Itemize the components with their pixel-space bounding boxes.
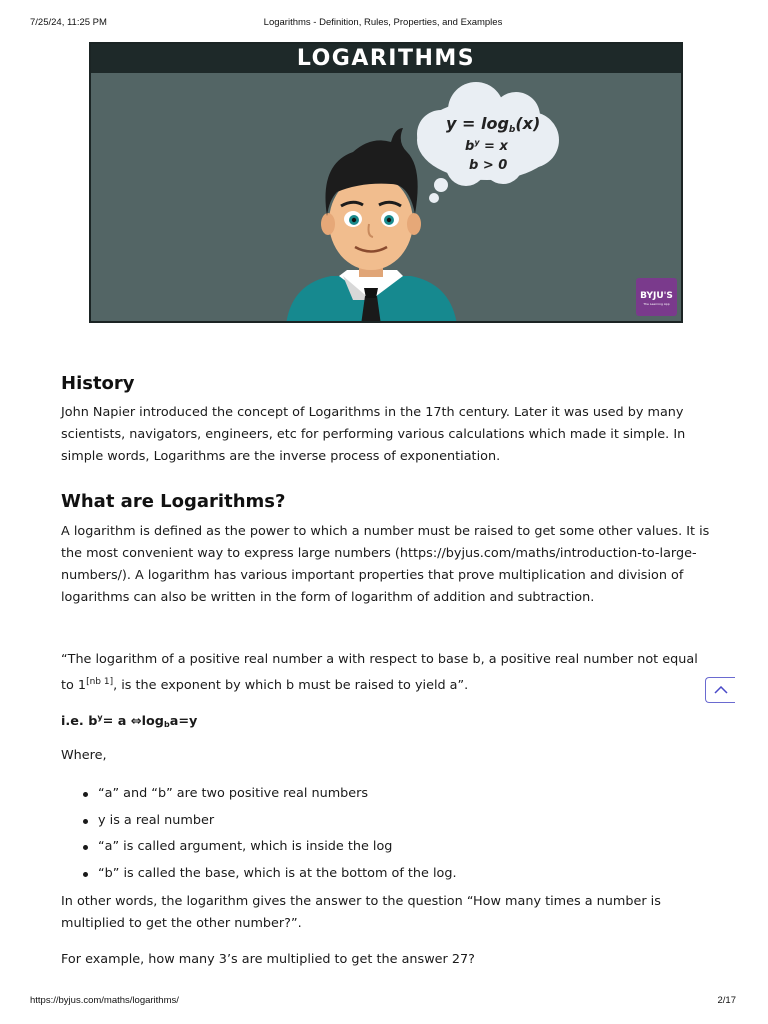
history-section — [61, 373, 711, 468]
history-paragraph: John Napier introduced the concept of Logarithms in the 17th century. Later it was used by many scientists, navigators, engineers, etc for performing various calculations which made it simple. In simple words, Logarithms are the inverse process of exponentiation. — [61, 405, 686, 464]
print-url: https://byjus.com/maths/logarithms/ — [30, 995, 179, 1006]
list-item: y is a real number — [98, 808, 698, 835]
logarithms-banner-image — [89, 42, 683, 323]
print-page-number: 2/17 — [717, 995, 736, 1006]
what-paragraph: A logarithm is defined as the power to which a number must be raised to get some other values. It is the most convenient way to express large numbers (https://byjus.com/maths/introduction-to-large-numbers/). A logarithm has various important properties that prove multiplication and division of logarithms can also be written in the form of logarithm of addition and subtraction. — [61, 524, 710, 605]
log-relation-formula: i.e. $b^y= a$ $\Leftrightarrow\log_ba=y$ — [61, 713, 198, 729]
definition-quote: “The logarithm of a positive real number a with respect to base b, a positive real number not equal to 1[nb 1], is the exponent by which b must be raised to yield a”. — [61, 652, 698, 693]
list-item: “a” and “b” are two positive real numbers — [98, 781, 698, 808]
scroll-to-top-button[interactable] — [705, 677, 735, 703]
what-are-logarithms-section — [61, 491, 711, 609]
cloud-equation-condition: b > 0 — [469, 158, 508, 173]
byjus-logo: BYJU'S The Learning App — [636, 278, 677, 316]
where-label: Where, — [61, 748, 107, 763]
definition-list — [98, 781, 698, 887]
cloud-equation-log: $y = \log_b(x)$ — [446, 114, 541, 135]
print-footer — [30, 995, 736, 1007]
list-item: “a” is called argument, which is inside the log — [98, 834, 698, 861]
what-heading: What are Logarithms? — [61, 491, 286, 512]
example-paragraph: For example, how many 3’s are multiplied to get the answer 27? — [61, 952, 475, 967]
history-heading: History — [61, 373, 135, 394]
cartoon-illustration — [91, 44, 683, 323]
banner-title: LOGARITHMS — [296, 46, 476, 71]
print-datetime: 7/25/24, 11:25 PM — [30, 17, 107, 28]
print-page-title: Logarithms - Definition, Rules, Properties, and Examples — [263, 17, 503, 28]
cloud-equation-power: $b^y = x$ — [465, 138, 508, 154]
list-item: “b” is called the base, which is at the bottom of the log. — [98, 861, 698, 888]
chevron-up-icon — [714, 686, 728, 694]
print-header — [30, 17, 736, 29]
other-words-paragraph: In other words, the logarithm gives the answer to the question “How many times a number is multiplied to get the other number?”. — [61, 894, 661, 931]
footnote-ref-link[interactable]: [nb 1] — [86, 677, 114, 687]
